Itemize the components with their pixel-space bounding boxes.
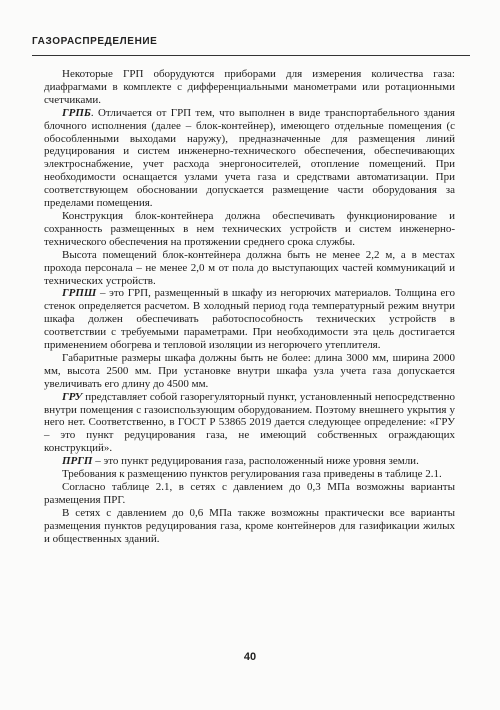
header-rule	[32, 55, 470, 56]
paragraph-text: В сетях с давлением до 0,6 МПа также возможны практически все варианты размещения пунктов редуцирования газа, кроме контейнеров для газификации жилых и общественных зданий.	[44, 506, 455, 545]
term-grpsh: ГРПШ	[62, 287, 97, 300]
paragraph-prgp	[44, 455, 455, 468]
paragraph-9	[44, 468, 455, 481]
paragraph-1	[44, 68, 455, 107]
paragraph-text: – это пункт редуцирования газа, расположенный ниже уровня земли.	[92, 455, 419, 468]
term-grpb: ГРПБ	[62, 106, 91, 119]
term-prgp: ПРГП	[62, 455, 93, 468]
paragraph-text: Габаритные размеры шкафа должны быть не более: длина 3000 мм, ширина 2000 мм, высота 2500 мм. При установке внутри шкафа узла учета газа допускается увеличивать его длину до 4500 мм.	[44, 351, 455, 390]
paragraph-3	[44, 210, 455, 249]
paragraph-grpb	[44, 107, 455, 210]
paragraph-gru	[44, 391, 455, 456]
paragraph-text: . Отличается от ГРП тем, что выполнен в виде транспортабельного здания блочного исполнения (далее – блок-контейнер), имеющего отдельные помещения (с обособленными выходами наружу), предназначенные для размещения линий редуцирования и систем инженерно-технического обеспечения, обеспечивающих электроснабжение, учет расхода энергоносителей, отопление помещений. При необходимости оснащается узлами учета газа и средствами автоматизации. При соответствующем обосновании допускается размещение части оборудования за пределами помещения.	[44, 106, 455, 210]
paragraph-11	[44, 507, 455, 546]
paragraph-text: Высота помещений блок-контейнера должна быть не менее 2,2 м, а в местах прохода персонала – не менее 2,0 м от пола до выступающих частей коммуникаций и технических устройств.	[44, 248, 455, 287]
term-gru: ГРУ	[62, 390, 83, 403]
paragraph-4	[44, 249, 455, 288]
running-header: ГАЗОРАСПРЕДЕЛЕНИЕ	[32, 36, 158, 47]
paragraph-grpsh	[44, 287, 455, 352]
paragraph-text: Согласно таблице 2.1, в сетях с давлением до 0,3 МПа возможны варианты размещения ПРГ.	[44, 481, 455, 506]
paragraph-text: Конструкция блок-контейнера должна обеспечивать функционирование и сохранность размещенных в нем технических устройств и систем инженерно-технического обеспечения на протяжении среднего срока службы.	[44, 209, 455, 248]
body-text	[44, 68, 455, 546]
page-number: 40	[243, 651, 257, 663]
paragraph-10	[44, 481, 455, 507]
paragraph-text: – это ГРП, размещенный в шкафу из негорючих материалов. Толщина его стенок определяется расчетом. В холодный период года температурный режим внутри шкафа должен обеспечивать работоспособность технических устройств в соответствии с требуемыми параметрами. При необходимости эта цель достигается применением обогрева и тепловой изоляции из негорючего утеплителя.	[44, 287, 455, 352]
paragraph-text: Некоторые ГРП оборудуются приборами для измерения количества газа: диафрагмами в комплекте с дифференциальными манометрами или ротационными счетчиками.	[44, 68, 455, 106]
paragraph-text: Требования к размещению пунктов регулирования газа приведены в таблице 2.1.	[62, 468, 442, 481]
paragraph-6	[44, 352, 455, 391]
paragraph-text: представляет собой газорегуляторный пункт, установленный непосредственно внутри помещения с газоиспользующим оборудованием. Поэтому внешнего укрытия у него нет. Соответственно, в ГОСТ Р 53865 2019 дается следующее определение: «ГРУ – это пункт редуцирования газа, не имеющий собственных ограждающих конструкций».	[44, 390, 455, 455]
